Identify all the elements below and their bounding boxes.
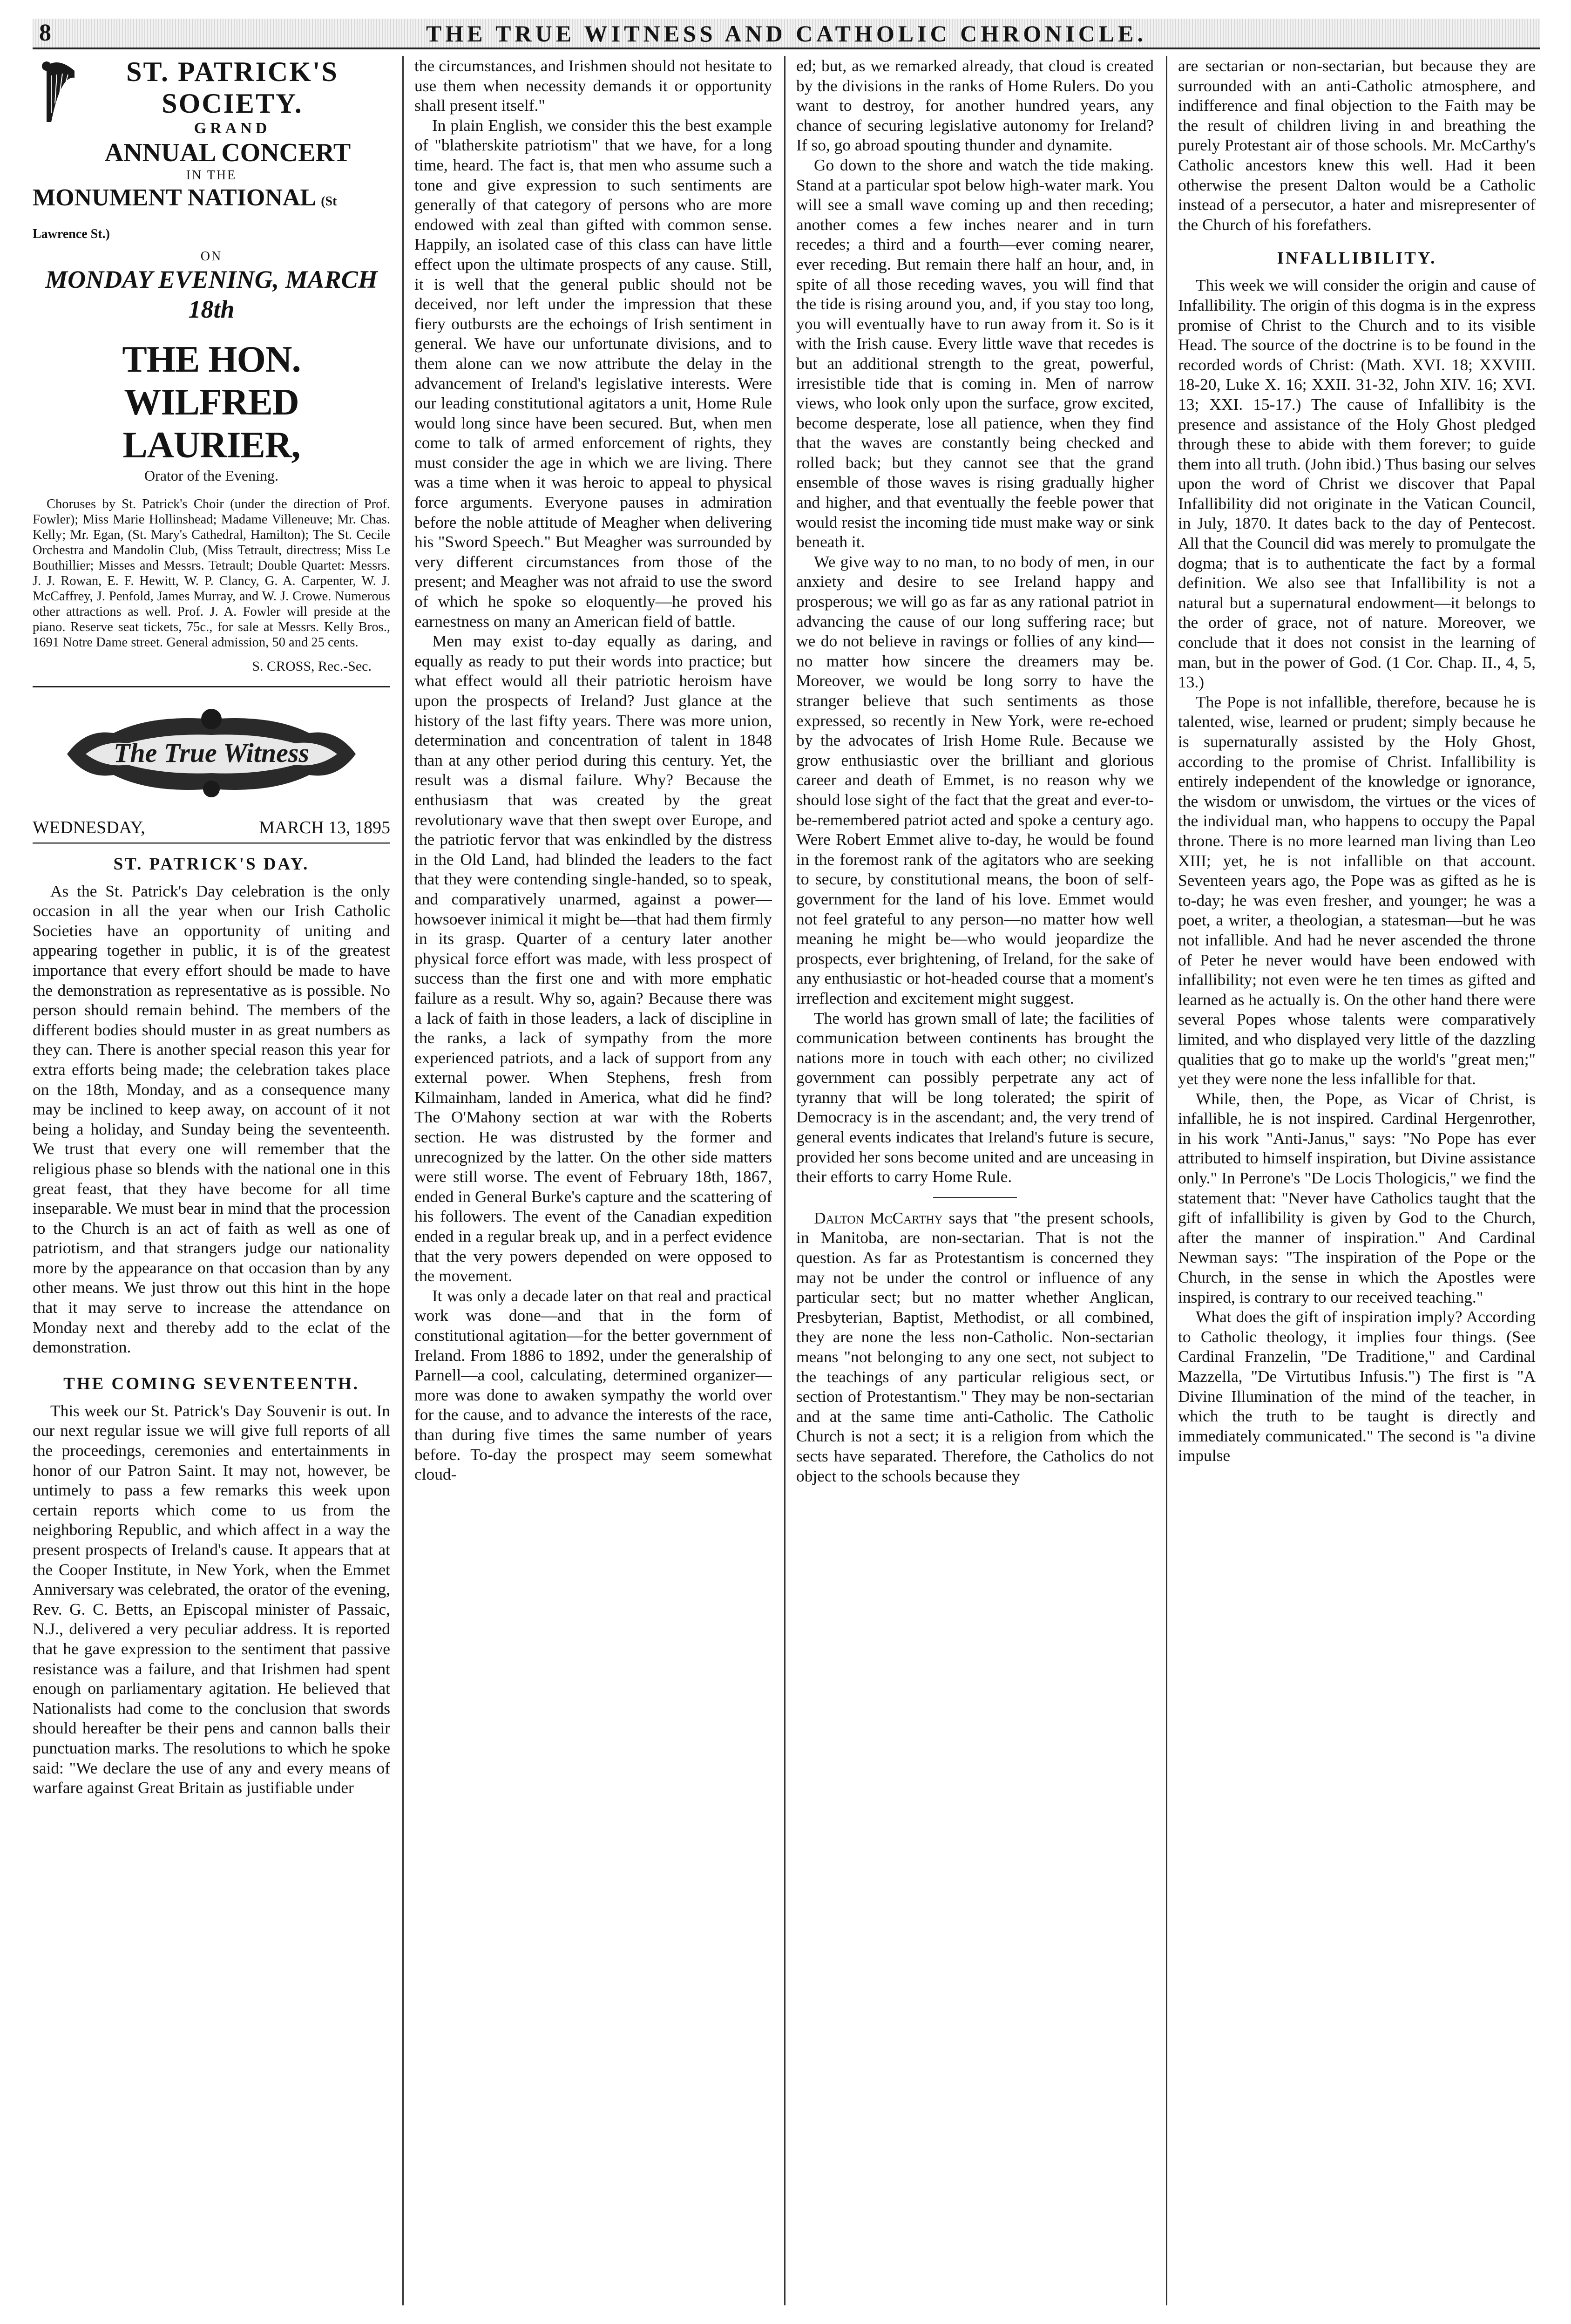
article-body: are sectarian or non-sectarian, but because they are surrounded with an anti-Catholic atmosphere, and indifference and final objection to the Faith may be the result of children living in and breathing the purely Protestant air of those schools. Mr. McCarthy's Catholic ancestors knew this well. Had it been otherwise the present Dalton would be a Catholic instead of a persecutor, a hater and misrepresenter of the Church of his forefathers. [1178,56,1536,234]
column-3 [796,56,1154,2305]
venue-name: MONUMENT NATIONAL [33,184,315,211]
newspaper-title: THE TRUE WITNESS AND CATHOLIC CHRONICLE. [426,20,1147,47]
emblem-icon [58,700,365,808]
article-body: In plain English, we consider this the best example of "blatherskite patriotism" that we have, for a long time, heard. The fact is, that men who assume such a tone and give expression to such sentiments are generally of that category of persons who are more endowed with zeal than gifted with common sense. Happily, an isolated case of this class can have little effect upon the ultimate prospects of any cause. Still, it is well that the general public should not be deceived, nor left under the impression that these fiery outbursts are the echoings of Irish sentiment in general. We have our unfortunate divisions, and to them alone can we now attribute the delay in the advancement of Ireland's legislative interests. Were our leading constitutional agitators a unit, Home Rule would long since have been secured. But, when men come to talk of armed enforcement of rights, they must consider the age in which we are living. There was a time when it was heroic to appeal to physical force arguments. Everyone pauses in admiration before the noble attitude of Meagher when delivering his "Sword Speech." But Meagher was surrounded by very different circumstances from those of the present; and Meagher was not afraid to use the sword of which he spoke so eloquently—he proved his earnestness on many an American field of battle. [414,116,772,631]
article-body: This week our St. Patrick's Day Souvenir is out. In our next regular issue we will give full reports of all the proceedings, ceremonies and entertainments in honor of our Patron Saint. It may not, however, be untimely to pass a few remarks this week upon certain reports which come to us from the neighboring Republic, and which affect in a way the present prospects of Ireland's cause. It appears that at the Cooper Institute, in New York, when the Emmet Anniversary was celebrated, the orator of the evening, Rev. G. C. Betts, an Episcopal minister of Passaic, N.J., delivered a very peculiar address. It is reported that he gave expression to the sentiment that passive resistance was a failure, and that Irishmen had spent enough on parliamentary agitation. He believed that Nationalists had come to the conclusion that swords should hereafter be their pens and cannon balls their punctuation marks. The resolutions to which he spoke said: "We declare the use of any and every means of warfare against Great Britain as justifiable under [33,1401,390,1797]
article-heading: THE COMING SEVENTEENTH. [63,1374,359,1393]
venue-address: (St Lawrence St.) [33,194,337,241]
article-body: The world has grown small of late; the facilities of communication between continents has brought the nations more in touch with each other; no civilized government can possibly perpetrate any act of tyranny that will be long tolerated; the spirit of Democracy is in the ascendant; and, the very trend of general events indicates that Ireland's future is secure, provided her sons become united and are unceasing in their efforts to carry Home Rule. [796,1008,1154,1186]
concert-advertisement [33,56,390,677]
column-2 [414,56,772,2305]
article-body: Go down to the shore and watch the tide making. Stand at a particular spot below high-water mark. You will see a small wave coming up and then receding; another comes a few inches nearer and in turn recedes; a third and a fourth—ever coming nearer, ever receding. But remain there half an hour, and, in spite of all those receding waves, you will find that the tide is rising around you, and, if you stay too long, you will eventually have to run away from it. So is it with the Irish cause. Every little wave that recedes is but an additional strength to the great, powerful, irresistible tide that is coming in. Men of narrow views, who look only upon the surface, grow excited, become desperate, lose all patience, when they find that the waves are constantly being checked and rolled back; but they cannot see that the grand ensemble of those waves is rising gradually higher and higher, and that eventually the feeble power that would resist the incoming tide must make way or sink beneath it. [796,155,1154,551]
article-heading: ST. PATRICK'S DAY. [113,854,310,874]
dateline-day: WEDNESDAY, [33,817,145,837]
article-lead: Dalton McCarthy [814,1208,943,1227]
article-body: We give way to no man, to no body of men, in our anxiety and desire to see Ireland happy and prosperous; we will go as far as any rational patriot in advancing the cause of our long suffering race; but we do not believe in ravings or follies of any kind—no matter how sincere the dreamers may be. Moreover, we would be long sorry to have the stranger believe that such sentiments as those expressed, so recently in New York, were re-echoed by the advocates of Irish Home Rule. Because we grow enthusiastic over the brilliant and glorious career and death of Emmet, is no reason why we should lose sight of the fact that the great and ever-to-be-remembered patriot acted and spoke a century ago. Were Robert Emmet alive to-day, he would be found in the foremost rank of the agitators who are seeking to secure, by constitutional means, the boon of self-government for the land of his love. Emmet would not feel grateful to any person—no matter how well meaning he might be—who would jeopardize the prospects, ever brightening, of Ireland, for the sake of any enthusiastic or hot-headed course that a moment's irreflection and excitement might suggest. [796,552,1154,1007]
newspaper-page [33,19,1540,2310]
secretary-signature: S. CROSS, Rec.-Sec. [252,659,372,674]
true-witness-emblem [33,696,390,812]
article-body: This week we will consider the origin and cause of Infallibility. The origin of this dogma is in the express promise of Christ to the Church and to its visible Head. The source of the doctrine is to be found in the recorded words of Christ: (Math. XVI. 18; XXVIII. 18-20, Luke X. 16; XXII. 31-32, John XIV. 16; XVI. 13; XXI. 15-17.) The cause of Infallibity is the presence and assistance of the Holy Ghost pledged through these to abide with them forever; to guide them into all truth. (John ibid.) Thus basing our selves upon the word of Christ we discover that Papal Infallibility did not originate in the Vatican Council, in July, 1870. It dates back to the day of Pentecost. All that the Council did was merely to promulgate the dogma; that is to authenticate the fact by a formal definition. We also see that Infallibility is not a natural but a supernatural endowment—it belongs to the order of grace, not of nature. Moreover, we conclude that it does not consist in the learning of man, but in the power of God. (1 Cor. Chap. II., 4, 5, 13.) [1178,276,1536,692]
article-body: What does the gift of inspiration imply? According to Catholic theology, it implies four things. (See Cardinal Franzelin, "De Traditione," and Cardinal Mazzella, "De Virtutibus Infusis.") The first is "A Divine Illumination of the mind of the teacher, in which the truth to be taught is directly and immediately communicated." The second is "a divine impulse [1178,1307,1536,1465]
in-the-label: IN THE [186,168,237,183]
article-body: It was only a decade later on that real and practical work was done—and that in the form of constitutional agitation—for the better government of Ireland. From 1886 to 1892, under the generalship of Parnell—a cool, calculating, determined organizer—more was done to awaken sympathy the world over for the cause, and to advance the interests of the race, than during five times the same number of years before. To-day the prospect may seem somewhat cloud- [414,1286,772,1484]
article-body [796,1208,1154,1486]
column-rule [784,56,786,2305]
divider [933,1197,1017,1198]
orator-name: THE HON. WILFRED LAURIER, [122,339,301,466]
page-number: 8 [39,20,51,46]
concert-title: ANNUAL CONCERT [104,138,351,167]
venue [33,183,390,249]
concert-details: Choruses by St. Patrick's Choir (under the direction of Prof. Fowler); Miss Marie Hollinshead; Madame Villeneuve; Mr. Chas. Kelly; Mr. Egan, (St. Mary's Cathedral, Hamilton); The St. Cecile Orchestra and Mandolin Club, (Miss Tetrault, directress; Miss Le Bouthillier; Misses and Messrs. Tetrault; Double Quartet: Messrs. J. J. Rowan, E. F. Hewitt, W. P. Clancy, G. A. Carpenter, W. J. McCaffrey, J. Penfold, James Murray, and W. J. Crowe. Numerous other attractions as well. Prof. J. A. Fowler will preside at the piano. Reserve seat tickets, 75c., for sale at Messrs. Kelly Bros., 1691 Notre Dame street. General admission, 50 and 25 cents. [33,497,390,650]
dateline-date: MARCH 13, 1895 [259,817,390,837]
grand-label: GRAND [194,120,271,137]
article-body: As the St. Patrick's Day celebration is the only occasion in all the year when our Irish Catholic Societies have an opportunity of uniting and appearing together in public, it is of the greatest importance that every effort should be made to have the demonstration as representative as is possible. No person should remain behind. The members of the different bodies should muster in as great numbers as they can. There is another special reason this year for extra efforts being made; the celebration takes place on the 18th, Monday, and as a consequence many may be inclined to keep away, on account of it not being a holiday, and Sunday being the seventeenth. We trust that every one will remember that the religious phase so blends with the national one in this great feast, that they have become for all time inseparable. We must bear in mind that the procession to the Church is an act of faith as well as one of patriotism, and that strangers judge our nationality more by the appearance on that occasion than by any other means. We just throw out this hint in the hope that it may serve to increase the attendance on Monday next and thereby add to the eclat of the demonstration. [33,881,390,1357]
column-4 [1178,56,1536,2305]
society-name: ST. PATRICK'S SOCIETY. [126,56,339,119]
article-body: Men may exist to-day equally as daring, and equally as ready to put their words into practice; but what effect would all their patriotic heroism have upon the prospects of Ireland? Just glance at the history of the last fifty years. There was more union, determination and concentration of talent in 1848 than at any other period during this century. Yet, the result was a dismal failure. Why? Because the enthusiasm that was created by the great revolutionary wave that then swept over Europe, and the patriotic fervor that was enkindled by the distress in the Old Land, had blinded the leaders to the fact that they were contending single-handed, so to speak, and comparatively unarmed, against a power—howsoever inimical it might be—that had them firmly in its grasp. Quarter of a century later another physical force effort was made, with less prospect of success than the first one and with more emphatic failure as a result. Why so, again? Because there was a lack of faith in those leaders, a lack of discipline in the ranks, a lack of sympathy from the more experienced patriots, and a lack of support from any external power. When Stephens, fresh from Kilmainham, landed in America, what did he find? The O'Mahony section at war with the Roberts section. He was distrusted by the former and unrecognized by the latter. On the other side matters were still worse. The event of February 18th, 1867, ended in General Burke's capture and the scattering of his followers. The event of the Canadian expedition ended in a regular break up, and in a perfect evidence that the very powers depended on were opposed to the movement. [414,632,772,1285]
article-body: ed; but, as we remarked already, that cloud is created by the divisions in the ranks of Home Rulers. Do you want to destroy, for another hundred years, any chance of securing legislative autonomy for Ireland? If so, go abroad spouting thunder and dynamite. [796,56,1154,155]
divider [33,686,390,687]
masthead [33,19,1540,49]
column-rule [402,56,404,2305]
article-body: The Pope is not infallible, therefore, because he is talented, wise, learned or prudent; simply because he is supernaturally assisted by the Holy Ghost, according to the promise of Christ. Infallibility is entirely independent of the knowledge or ignorance, the wisdom or unwisdom, the virtues or the vices of the individual man, who happens to occupy the Papal throne. There is no more learned man living than Leo XIII; yet, he is not infallible on that account. Seventeen years ago, the Pope was as gifted as he is to-day; he was even fresher, and younger; he was a poet, a writer, a theologian, a statesman—but he was not infallible. And had he never ascended the throne of Peter he never would have been endowed with infallibility; not even were he ten times as gifted and learned as he actually is. On the other hand there were several Popes whose talents were comparatively limited, and who displayed very little of the dazzling qualities that go to make up the world's "great men;" yet they were none the less infallible for that. [1178,692,1536,1088]
column-rule [1166,56,1167,2305]
dateline [33,817,390,844]
article-body: While, then, the Pope, as Vicar of Christ, is infallible, he is not inspired. Cardinal Hergenrother, in his work "Anti-Janus," says: "No Pope has ever attributed to himself inspiration, but Divine assistance only." In Perrone's "De Locis Thologicis," we find the statement that: "Never have Catholics taught that the gift of infallibility is given by God to the Church, after the manner of inspiration." And Cardinal Newman says: "The inspiration of the Pope or the Church, in the sense in which the Apostles were inspired, is contrary to our received teaching." [1178,1089,1536,1306]
article-text: says that "the present schools, in Manitoba, are non-sectarian. That is not the question. As far as Protestantism is concerned they may not be under the control or influence of any particular sect; but no matter whether Anglican, Presbyterian, Baptist, Methodist, or all combined, they are none the less non-Catholic. Non-sectarian means "not belonging to any one sect, not subject to the teachings of any particular religious sect, or section of Protestantism." They may be non-sectarian and at the same time anti-Catholic. The Catholic Church is not a sect; it is a religion from which the sects have separated. Therefore, the Catholics do not object to the schools because they [796,1208,1154,1485]
on-label: ON [200,249,223,264]
concert-date: MONDAY EVENING, MARCH 18th [45,265,378,323]
orator-role: Orator of the Evening. [144,467,278,484]
article-heading: INFALLIBILITY. [1277,249,1437,268]
harp-icon [37,57,79,127]
article-body: the circumstances, and Irishmen should not hesitate to use them when necessity demands it or opportunity shall present itself." [414,56,772,115]
svg-text:The True Witness: The True Witness [113,737,310,768]
column-1 [33,56,390,2305]
